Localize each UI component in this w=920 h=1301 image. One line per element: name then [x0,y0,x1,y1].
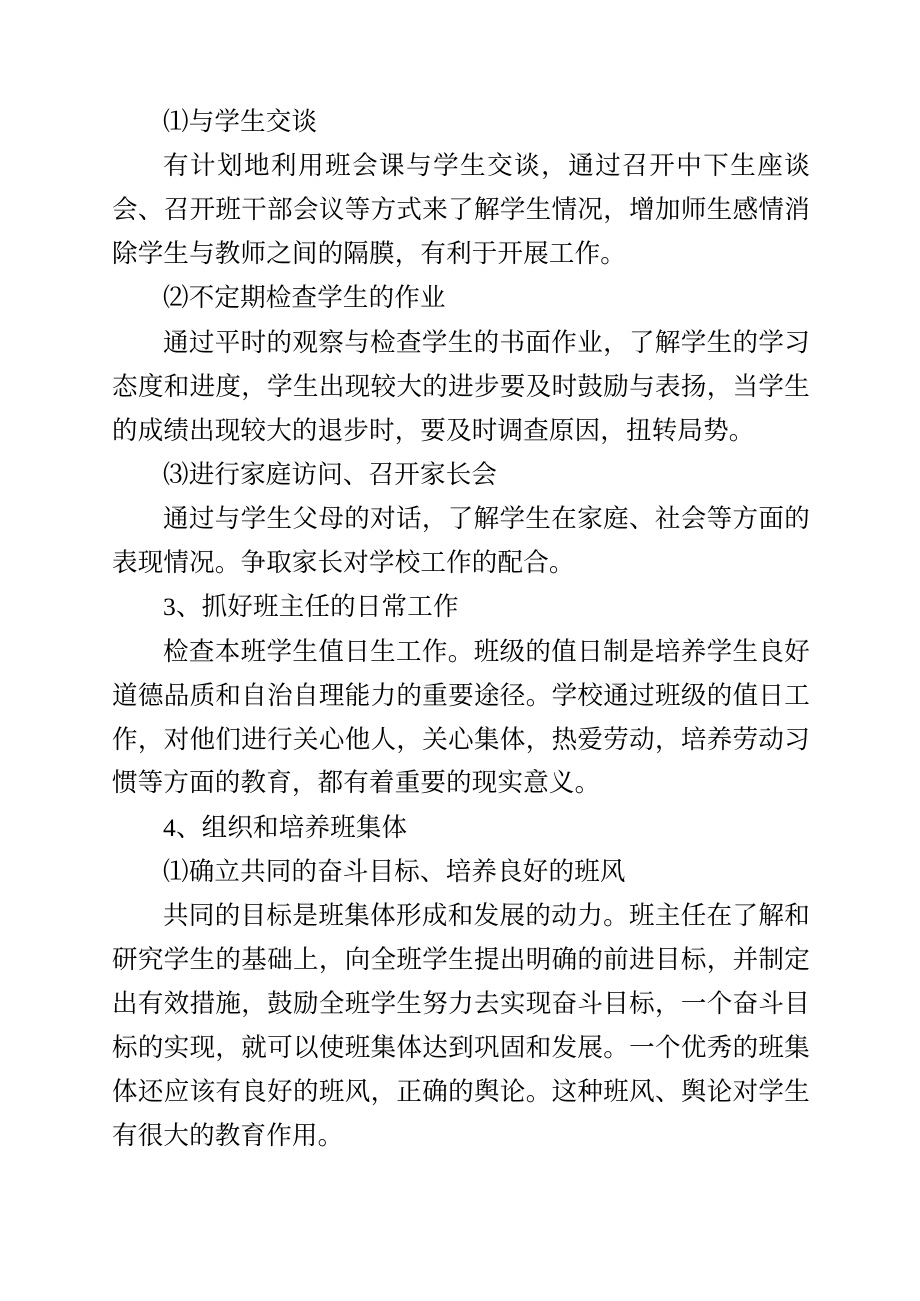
paragraph: 4、组织和培养班集体 [163,812,408,842]
paragraph: ⑶进行家庭访问、召开家长会 [163,459,498,489]
paragraph: 3、抓好班主任的日常工作 [163,592,459,622]
paragraph: ⑴确立共同的奋斗目标、培养良好的班风 [163,857,626,887]
paragraph: 共同的目标是班集体形成和发展的动力。班主任在了解和研究学生的基础上，向全班学生提出明确的前进目标，并制定出有效措施，鼓励全班学生努力去实现奋斗目标，一个奋斗目标的实现，就可以使班集体达到巩固和发展。一个优秀的班集体还应该有良好的班风，正确的舆论。这种班风、舆论对学生有很大的教育作用。 [112,901,810,1150]
paragraph: 检查本班学生值日生工作。班级的值日制是培养学生良好道德品质和自治自理能力的重要途径。学校通过班级的值日工作，对他们进行关心他人，关心集体，热爱劳动，培养劳动习惯等方面的教育，都有着重要的现实意义。 [112,636,810,798]
paragraph: 有计划地利用班会课与学生交谈，通过召开中下生座谈会、召开班干部会议等方式来了解学生情况，增加师生感情消除学生与教师之间的隔膜，有利于开展工作。 [112,151,810,269]
document-body [112,100,810,1158]
paragraph: 通过平时的观察与检查学生的书面作业，了解学生的学习态度和进度，学生出现较大的进步要及时鼓励与表扬，当学生的成绩出现较大的退步时，要及时调查原因，扭转局势。 [112,327,810,445]
paragraph: 通过与学生父母的对话，了解学生在家庭、社会等方面的表现情况。争取家长对学校工作的配合。 [112,504,810,578]
paragraph: ⑴与学生交谈 [163,107,318,136]
paragraph: ⑵不定期检查学生的作业 [163,283,446,313]
